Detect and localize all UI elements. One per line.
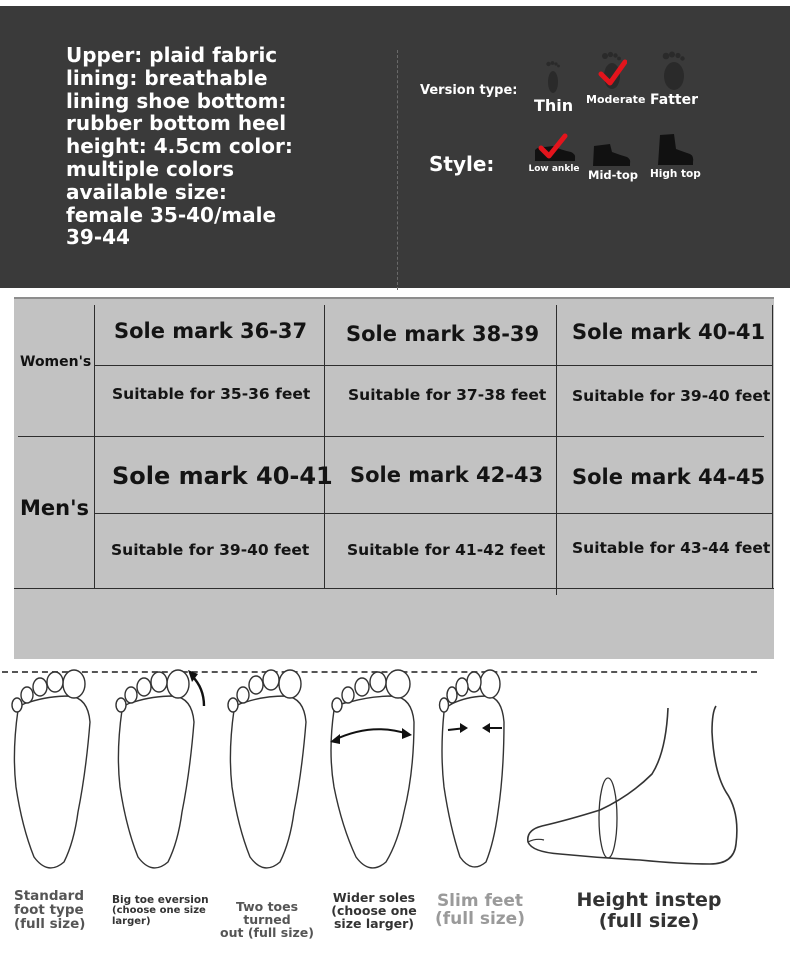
style-option-label: High top <box>650 168 701 180</box>
standard-foot-icon <box>4 662 96 882</box>
high-top-shoe-icon <box>654 132 694 168</box>
foot-caption <box>328 891 420 930</box>
caption-line: size larger) <box>333 916 415 932</box>
height-instep-foot-icon <box>520 692 750 882</box>
slim-feet-foot-icon <box>432 662 512 882</box>
suitable-cell: Suitable for 41-42 feet <box>347 541 546 559</box>
caption-line: (full size) <box>14 916 86 933</box>
grid-line <box>94 365 772 366</box>
style-option-low-ankle <box>526 132 582 174</box>
suitable-cell: Suitable for 37-38 feet <box>348 386 547 404</box>
sole-mark-cell: Sole mark 44-45 <box>572 465 766 489</box>
caption-line: (full size) <box>435 908 525 929</box>
caption-line: (choose one size <box>112 905 206 917</box>
version-option-moderate <box>586 50 646 106</box>
description-line: rubber bottom heel <box>66 111 287 136</box>
version-option-fatter <box>650 50 698 108</box>
caption-line: Two toes turned <box>235 899 299 928</box>
caption-line: (choose one <box>331 903 417 919</box>
footprint-icon <box>597 50 627 92</box>
version-option-label: Thin <box>534 96 574 115</box>
caption-line: foot type <box>14 902 84 919</box>
suitable-cell: Suitable for 43-44 feet <box>572 539 771 557</box>
caption-line: Height instep <box>576 889 722 911</box>
suitable-cell: Suitable for 35-36 feet <box>112 385 311 403</box>
grid-line <box>94 305 95 588</box>
caption-line: Slim feet <box>436 891 524 911</box>
caption-line: out (full size) <box>220 925 314 941</box>
grid-line <box>14 588 774 589</box>
style-label: Style: <box>429 152 495 176</box>
footprint-icon <box>542 60 564 94</box>
grid-line <box>772 305 773 588</box>
low-ankle-shoe-icon <box>531 132 577 164</box>
size-chart-table <box>14 297 774 659</box>
caption-line: larger) <box>112 915 151 927</box>
big-toe-eversion-foot-icon <box>108 662 212 882</box>
description-line: height: 4.5cm color: <box>66 134 293 159</box>
foot-type-guide <box>0 662 790 955</box>
style-option-mid-top <box>588 138 639 182</box>
foot-caption <box>112 895 210 927</box>
foot-caption <box>212 900 322 939</box>
sole-mark-cell: Sole mark 36-37 <box>114 319 308 343</box>
foot-caption <box>14 889 92 932</box>
product-info-panel <box>0 6 790 288</box>
version-option-label: Fatter <box>650 92 698 108</box>
two-toes-turned-foot-icon <box>220 662 312 882</box>
description-line: female 35-40/male <box>66 202 277 227</box>
description-line: available size: <box>66 179 227 204</box>
suitable-cell: Suitable for 39-40 feet <box>572 387 771 405</box>
description-line: lining: breathable <box>66 65 268 90</box>
caption-line: Wider soles <box>332 890 416 905</box>
grid-line <box>556 305 557 595</box>
version-type-label: Version type: <box>420 83 518 98</box>
product-description <box>66 44 296 249</box>
divider <box>397 50 398 290</box>
description-line: multiple colors <box>66 156 235 181</box>
sole-mark-cell: Sole mark 42-43 <box>350 463 544 487</box>
style-option-label: Mid-top <box>588 168 639 182</box>
version-option-label: Moderate <box>586 93 646 106</box>
caption-line: (full size) <box>598 910 700 933</box>
description-line: Upper: plaid fabric <box>66 43 278 67</box>
men-label: Men's <box>20 496 90 520</box>
footprint-icon <box>659 50 689 92</box>
grid-line <box>18 436 764 437</box>
description-line: 39-44 <box>66 225 130 250</box>
style-option-label: Low ankle <box>528 164 580 174</box>
foot-caption <box>432 893 528 929</box>
grid-line <box>324 305 325 588</box>
women-label: Women's <box>20 354 92 370</box>
sole-mark-cell: Sole mark 40-41 <box>112 462 333 490</box>
grid-line <box>94 513 772 514</box>
wider-soles-foot-icon <box>326 662 418 882</box>
sole-mark-cell: Sole mark 38-39 <box>346 322 540 346</box>
description-line: lining shoe bottom: <box>66 88 287 113</box>
caption-line: Big toe eversion <box>112 894 209 906</box>
version-option-thin <box>534 60 572 115</box>
mid-top-shoe-icon <box>590 138 632 168</box>
caption-line: Standard <box>14 888 84 904</box>
suitable-cell: Suitable for 39-40 feet <box>111 541 310 559</box>
foot-caption <box>570 890 728 933</box>
style-option-high-top <box>650 132 701 180</box>
sole-mark-cell: Sole mark 40-41 <box>572 320 766 344</box>
